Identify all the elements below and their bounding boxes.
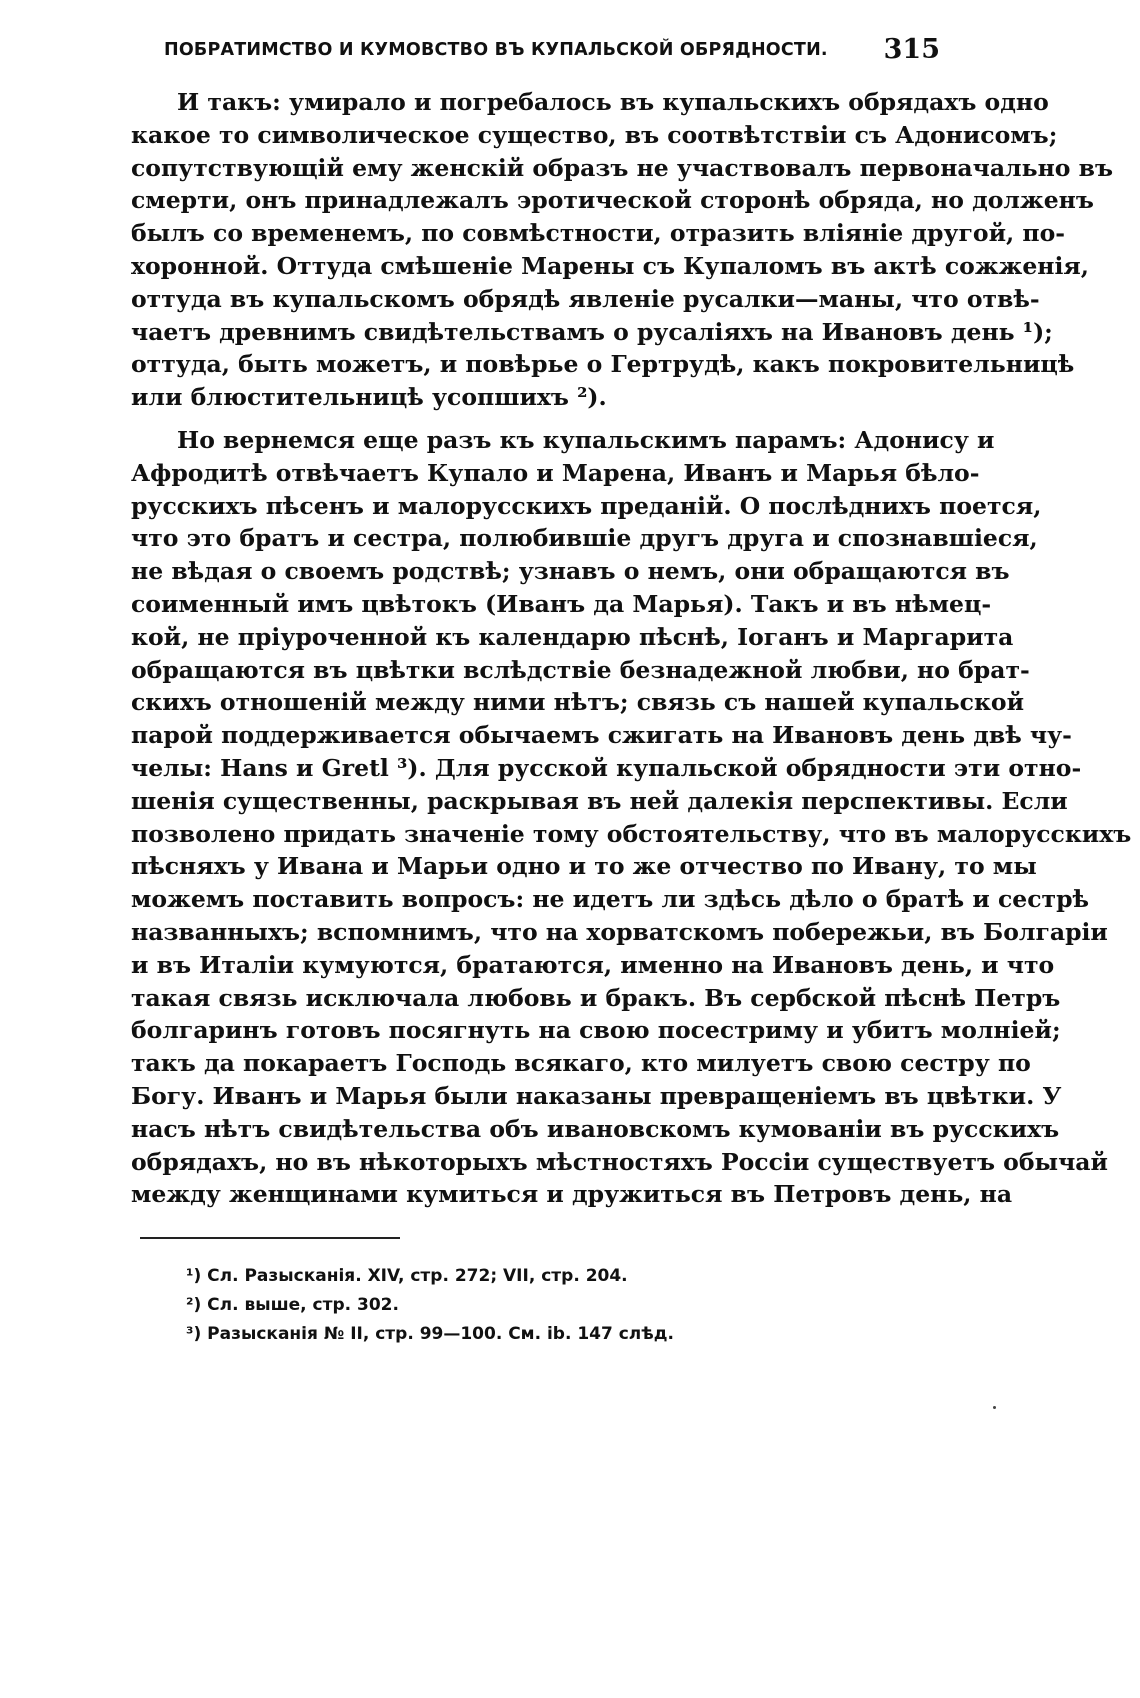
footnotes [186, 1262, 886, 1349]
text-line: позволено придать значеніе тому обстоятельству, что въ малорусскихъ [131, 819, 1132, 848]
scan-speck [993, 1406, 996, 1409]
text-line: такая связь исключала любовь и бракъ. Въ сербской пѣснѣ Петръ [131, 983, 1061, 1012]
footnote-2 [186, 1291, 886, 1320]
text-line: чаетъ древнимъ свидѣтельствамъ о русаліяхъ на Ивановъ день ¹); [131, 317, 1053, 346]
running-head [160, 34, 940, 74]
text-line: челы: Hans и Gretl ³). Для русской купальской обрядности эти отно- [131, 753, 1082, 782]
footnote-mark: ²) [186, 1295, 202, 1315]
text-line: или блюстительницѣ усопшихъ ²). [131, 383, 607, 412]
text-line: названныхъ; вспомнимъ, что на хорватскомъ побережьи, въ Болгаріи [131, 917, 1108, 946]
text-line: русскихъ пѣсенъ и малорусскихъ преданій. О послѣднихъ поется, [131, 491, 1042, 520]
text-line: соименный имъ цвѣтокъ (Иванъ да Марья). Такъ и въ нѣмец- [131, 589, 992, 618]
text-line: что это братъ и сестра, полюбившіе другъ друга и спознавшіеся, [131, 524, 1038, 553]
text-line: И такъ: умирало и погребалось въ купальскихъ обрядахъ одно [177, 88, 1049, 116]
footnote-text: Сл. выше, стр. 302. [207, 1295, 399, 1315]
text-line: скихъ отношеній между ними нѣтъ; связь съ нашей купальской [131, 688, 1025, 717]
text-line: сопутствующій ему женскій образъ не участвовалъ первоначально въ [131, 153, 1113, 182]
text-line: обрядахъ, но въ нѣкоторыхъ мѣстностяхъ Россіи существуетъ обычай [131, 1147, 1108, 1176]
footnote-text: Сл. Разысканія. XIV, стр. 272; VII, стр. 204. [207, 1266, 628, 1286]
body-text [131, 86, 1132, 1211]
text-line: между женщинами кумиться и дружиться въ Петровъ день, на [131, 1180, 1013, 1209]
text-line: хоронной. Оттуда смѣшеніе Марены съ Купаломъ въ актѣ сожженія, [131, 251, 1089, 280]
text-line: болгаринъ готовъ посягнуть на свою посестриму и убитъ молніей; [131, 1016, 1061, 1045]
footnote-mark: ¹) [186, 1266, 202, 1286]
footnote-3 [186, 1320, 886, 1349]
running-title: ПОБРАТИМСТВО И КУМОВСТВО ВЪ КУПАЛЬСКОЙ ОБРЯДНОСТИ. [164, 40, 828, 60]
text-line: кой, не пріуроченной къ календарю пѣснѣ, Іоганъ и Маргарита [131, 622, 1014, 651]
text-line: парой поддерживается обычаемъ сжигать на Ивановъ день двѣ чу- [131, 721, 1072, 750]
text-line: Богу. Иванъ и Марья были наказаны превращеніемъ въ цвѣтки. У [131, 1081, 1062, 1110]
text-line: и въ Италіи кумуются, братаются, именно на Ивановъ день, и что [131, 950, 1055, 979]
footnote-1 [186, 1262, 886, 1291]
text-line: не вѣдая о своемъ родствѣ; узнавъ о немъ, они обращаются въ [131, 557, 1010, 586]
footnote-mark: ³) [186, 1324, 202, 1344]
text-line: Но вернемся еще разъ къ купальскимъ парамъ: Адонису и [177, 425, 995, 454]
text-line: какое то символическое существо, въ соотвѣтствіи съ Адонисомъ; [131, 120, 1058, 149]
footnote-divider [140, 1237, 400, 1239]
text-line: такъ да покараетъ Господь всякаго, кто милуетъ свою сестру по [131, 1049, 1031, 1078]
text-line: Афродитѣ отвѣчаетъ Купало и Марена, Иванъ и Марья бѣло- [131, 458, 980, 487]
text-line: оттуда, быть можетъ, и повѣрье о Гертрудѣ, какъ покровительницѣ [131, 350, 1075, 379]
text-line: обращаются въ цвѣтки вслѣдствіе безнадежной любви, но брат- [131, 655, 1030, 684]
footnote-text: Разысканія № II, стр. 99—100. См. ib. 147 слѣд. [207, 1324, 674, 1344]
text-line: насъ нѣтъ свидѣтельства объ ивановскомъ кумованіи въ русскихъ [131, 1114, 1060, 1143]
text-line: шенія существенны, раскрывая въ ней далекія перспективы. Если [131, 786, 1068, 815]
text-line: смерти, онъ принадлежалъ эротической сторонѣ обряда, но долженъ [131, 186, 1094, 215]
text-line: былъ со временемъ, по совмѣстности, отразить вліяніе другой, по- [131, 219, 1066, 248]
page-number: 315 [883, 34, 940, 65]
paragraph-1 [131, 86, 1113, 414]
paragraph-2 [131, 424, 1132, 1211]
text-line: оттуда въ купальскомъ обрядѣ явленіе русалки—маны, что отвѣ- [131, 284, 1040, 313]
text-line: можемъ поставить вопросъ: не идетъ ли здѣсь дѣло о братѣ и сестрѣ [131, 885, 1090, 914]
text-line: пѣсняхъ у Ивана и Марьи одно и то же отчество по Ивану, то мы [131, 852, 1037, 881]
